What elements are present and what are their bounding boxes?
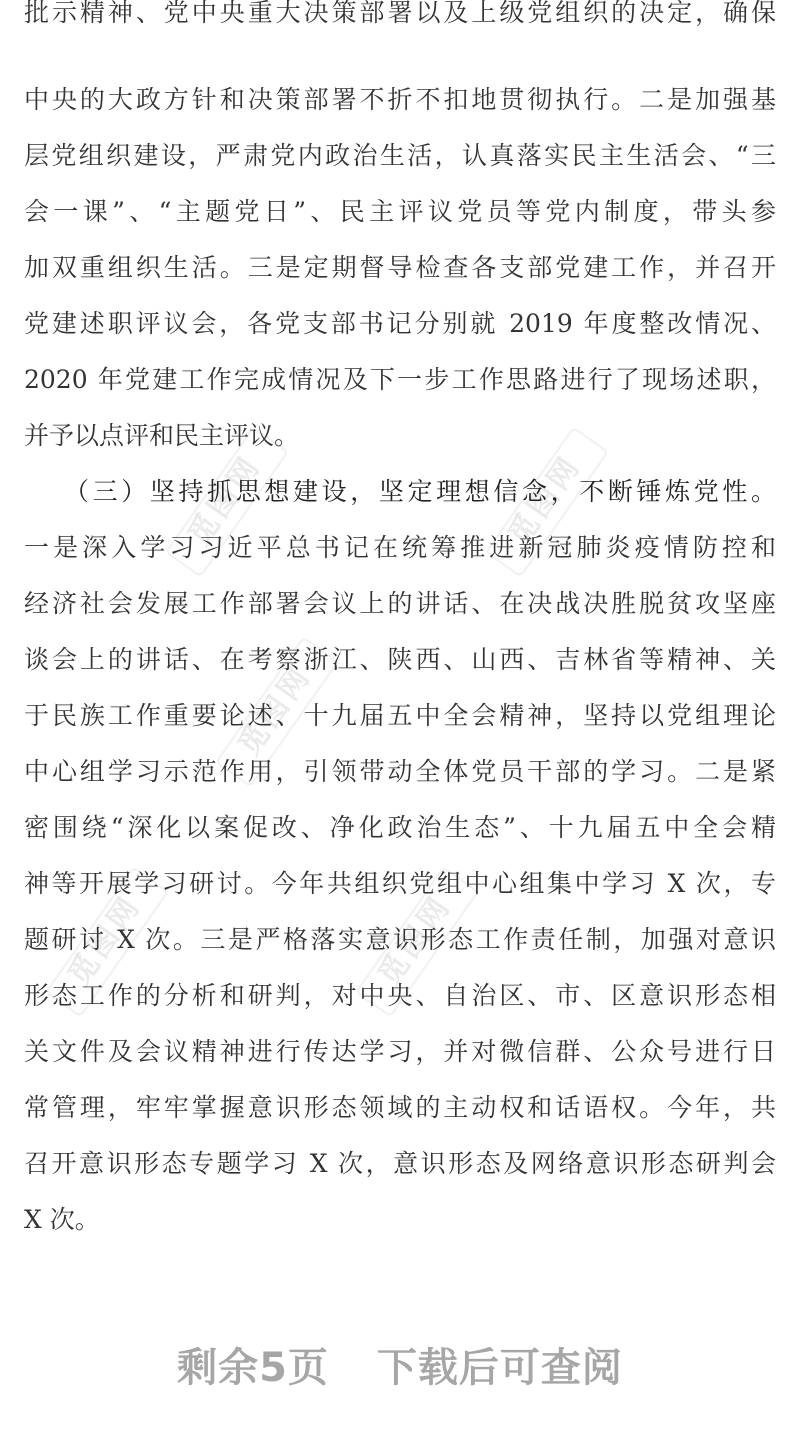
body-text-line: 神等开展学习研讨。今年共组织党组中心组集中学习 X 次，专	[24, 869, 776, 898]
body-text-line: 层党组织建设，严肃党内政治生活，认真落实民主生活会、“三	[24, 141, 776, 170]
body-text-line: 谈会上的讲话、在考察浙江、陕西、山西、吉林省等精神、关	[24, 645, 776, 674]
body-text-line: 经济社会发展工作部署会议上的讲话、在决战决胜脱贫攻坚座	[24, 589, 776, 618]
watermark: 觅图网	[215, 636, 339, 787]
body-text-line: 中心组学习示范作用，引领带动全体党员干部的学习。二是紧	[24, 757, 776, 786]
remaining-pages-label[interactable]: 剩余5页	[177, 1344, 329, 1391]
body-text-line: 加双重组织生活。三是定期督导检查各支部党建工作，并召开	[24, 253, 776, 282]
section-heading: （三）坚持抓思想建设，坚定理想信念，不断锤炼党性。	[64, 477, 776, 506]
body-text-line: 常管理，牢牢掌握意识形态领域的主动权和话语权。今年，共	[24, 1093, 776, 1122]
body-text-line: 一是深入学习习近平总书记在统筹推进新冠肺炎疫情防控和	[24, 533, 776, 562]
download-prompt[interactable]	[0, 1334, 800, 1394]
body-text-line: 并予以点评和民主评议。	[24, 421, 300, 450]
body-text-line: 题研讨 X 次。三是严格落实意识形态工作责任制，加强对意识	[24, 925, 776, 954]
watermark: 觅图网	[165, 426, 289, 577]
body-text-line: X 次。	[24, 1205, 100, 1234]
body-text-line: 会一课”、“主题党日”、民主评议党员等党内制度，带头参	[24, 197, 776, 226]
body-text-line: 关文件及会议精神进行传达学习，并对微信群、公众号进行日	[24, 1037, 776, 1066]
watermark: 觅图网	[355, 866, 479, 1017]
download-to-view-link[interactable]: 下载后可查阅	[376, 1344, 623, 1391]
body-text-line: 2020 年党建工作完成情况及下一步工作思路进行了现场述职，	[24, 365, 776, 394]
body-text-line: 批示精神、党中央重大决策部署以及上级党组织的决定，确保	[24, 0, 776, 27]
body-text-line: 中央的大政方针和决策部署不折不扣地贯彻执行。二是加强基	[24, 85, 776, 114]
body-text-line: 党建述职评议会，各党支部书记分别就 2019 年度整改情况、	[24, 309, 776, 338]
watermark: 觅图网	[485, 426, 609, 577]
body-text-line: 于民族工作重要论述、十九届五中全会精神，坚持以党组理论	[24, 701, 776, 730]
watermark: 觅图网	[45, 866, 169, 1017]
body-text-line: 召开意识形态专题学习 X 次，意识形态及网络意识形态研判会	[24, 1149, 776, 1178]
body-text-line: 密围绕“深化以案促改、净化政治生态”、十九届五中全会精	[24, 813, 776, 842]
body-text-line: 形态工作的分析和研判，对中央、自治区、市、区意识形态相	[24, 981, 776, 1010]
